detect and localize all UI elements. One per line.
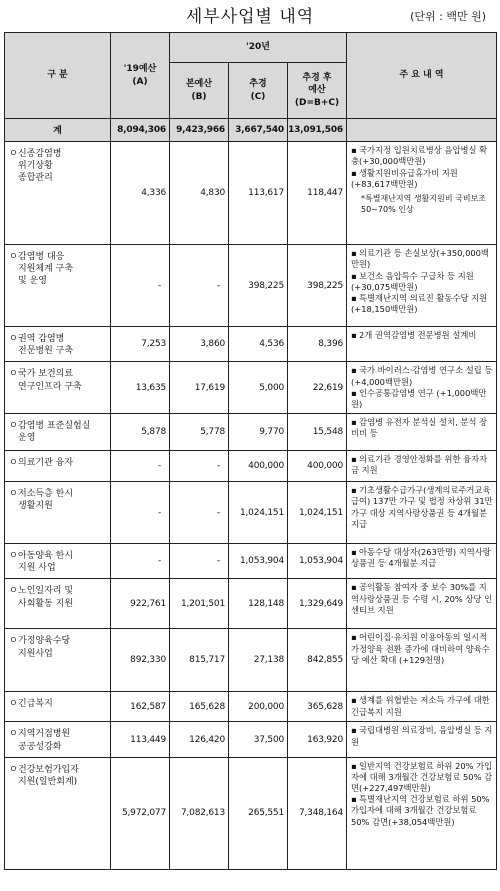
row-name: 가정양육수당 지원사업 xyxy=(18,636,71,659)
row-main-budget: - xyxy=(170,451,229,482)
row-supplementary: 37,500 xyxy=(229,722,288,757)
row-supplementary: 27,138 xyxy=(229,629,288,692)
remark-mark: ▪ xyxy=(351,145,357,156)
remark-mark: ▪ xyxy=(351,270,357,281)
remark-mark: ▪ xyxy=(351,632,357,643)
row-budget19: - xyxy=(111,451,170,482)
row-bullet: ㅇ xyxy=(9,149,18,160)
row-bullet: ㅇ xyxy=(9,729,18,740)
remark-item xyxy=(351,388,493,410)
row-supplementary: 1,024,151 xyxy=(229,482,288,544)
budget-table xyxy=(4,32,497,870)
row-name: 긴급복지 xyxy=(18,699,53,710)
remark-text: 국립대병원 의료장비, 음압병실 등 지원 xyxy=(351,725,493,747)
row-supplementary: 400,000 xyxy=(229,451,288,482)
remark-text: 아동수당 대상자(263만명) 지역사랑상품권 등 4개월분 지급 xyxy=(351,547,491,569)
remark-mark: ▪ xyxy=(351,794,357,805)
row-bullet: ㅇ xyxy=(9,458,18,469)
unit-label: (단위 : 백만 원) xyxy=(410,10,486,23)
remark-mark: ▪ xyxy=(351,292,357,303)
row-supplementary: 128,148 xyxy=(229,579,288,629)
row-bullet: ㅇ xyxy=(9,699,18,710)
row-main-budget: - xyxy=(170,245,229,327)
remark-mark: ▪ xyxy=(351,365,357,376)
row-bullet: ㅇ xyxy=(9,764,18,775)
row-bullet: ㅇ xyxy=(9,369,18,380)
row-name: 지역거점병원 공공성강화 xyxy=(18,729,71,752)
remark-text: 의료기관 등 손실보상(+350,000백만원) xyxy=(351,248,489,270)
row-supplementary: 5,000 xyxy=(229,362,288,414)
remark-text: 생활지원비유급휴가비 지원(+83,617백만원) xyxy=(351,167,458,189)
remark-mark: ▪ xyxy=(351,547,357,558)
row-budget19: 7,253 xyxy=(111,327,170,362)
row-after-supp: 15,548 xyxy=(288,414,347,451)
remark-mark: ▪ xyxy=(351,760,357,771)
table-row xyxy=(5,482,497,544)
remark-item xyxy=(351,794,493,828)
row-category xyxy=(5,579,111,629)
remark-item xyxy=(351,248,493,270)
row-remarks xyxy=(347,414,497,451)
row-supplementary: 265,551 xyxy=(229,757,288,869)
row-name: 의료기관 융자 xyxy=(18,458,74,469)
row-supplementary: 200,000 xyxy=(229,692,288,722)
row-bullet: ㅇ xyxy=(9,252,18,263)
row-name: 권역 감염병 전문병원 구축 xyxy=(18,334,74,357)
row-main-budget: 126,420 xyxy=(170,722,229,757)
remark-text: 생계를 위협받는 저소득 가구에 대한 긴급복지 지원 xyxy=(351,695,490,717)
table-row xyxy=(5,629,497,692)
row-bullet: ㅇ xyxy=(9,586,18,597)
remark-text: 국가지정 입원치료병상 음압병실 확충(+30,000백만원) xyxy=(351,145,488,167)
row-remarks xyxy=(347,544,497,579)
remark-item xyxy=(351,695,493,717)
remark-item xyxy=(351,725,493,747)
table-row xyxy=(5,362,497,414)
remark-text: 의료기관 경영안정화를 위한 융자자금 지원 xyxy=(351,454,488,476)
row-after-supp: 22,619 xyxy=(288,362,347,414)
remark-text: 감염병 유전자 분석실 설치, 분석 장비비 등 xyxy=(351,417,488,439)
row-category xyxy=(5,482,111,544)
row-bullet: ㅇ xyxy=(9,421,18,432)
remark-item xyxy=(351,485,493,530)
row-after-supp: 7,348,164 xyxy=(288,757,347,869)
row-main-budget: 3,860 xyxy=(170,327,229,362)
row-remarks xyxy=(347,482,497,544)
remark-mark: ▪ xyxy=(351,248,357,259)
remark-item xyxy=(351,365,493,387)
row-main-budget: 17,619 xyxy=(170,362,229,414)
row-remarks xyxy=(347,245,497,327)
total-supplementary: 3,667,540 xyxy=(229,119,288,142)
row-name: 감염병 대응 지원체계 구축 및 운영 xyxy=(18,252,74,287)
row-bullet: ㅇ xyxy=(9,334,18,345)
row-bullet: ㅇ xyxy=(9,636,18,647)
row-budget19: - xyxy=(111,482,170,544)
remark-mark: ▪ xyxy=(351,582,357,593)
row-name: 저소득층 한시 생활지원 xyxy=(18,489,74,512)
remark-text: 어린이집·유치원 이용아동의 일시적 가정양육 전환 증가에 대비하여 양육수당 예산 확대 (+129천명) xyxy=(351,632,490,665)
remark-item xyxy=(351,761,493,795)
table-row xyxy=(5,245,497,327)
row-supplementary: 4,536 xyxy=(229,327,288,362)
remark-text: 특별재난지역 건강보험료 하위 50% 가입자에 대해 3개월간 건강보험료 50% 감면(+38,054백만원) xyxy=(351,794,490,827)
row-budget19: - xyxy=(111,245,170,327)
row-category xyxy=(5,414,111,451)
header-supplementary: 추경 (C) xyxy=(229,63,288,119)
row-remarks xyxy=(347,579,497,629)
remark-item xyxy=(351,454,493,476)
remark-mark: ▪ xyxy=(351,725,357,736)
total-label: 계 xyxy=(5,119,111,142)
total-after-supplementary: 13,091,506 xyxy=(288,119,347,142)
table-row xyxy=(5,414,497,451)
remark-mark: ▪ xyxy=(351,454,357,465)
row-name: 국가 보건의료 연구인프라 구축 xyxy=(18,369,82,392)
table-row xyxy=(5,579,497,629)
row-remarks xyxy=(347,629,497,692)
table-row xyxy=(5,757,497,869)
header-budget19: '19예산 (A) xyxy=(111,33,170,119)
row-bullet: ㅇ xyxy=(9,489,18,500)
remark-text: 국가 바이러스·감염병 연구소 설립 등 (+4,000백만원) xyxy=(351,365,493,387)
remark-item xyxy=(351,168,493,190)
remark-text: 특별재난지역 생활지원비 국비보조 50~70% 인상 xyxy=(361,193,487,214)
row-budget19: 4,336 xyxy=(111,142,170,245)
remark-item xyxy=(351,293,493,315)
table-row xyxy=(5,451,497,482)
remark-item xyxy=(351,330,493,341)
remark-text: 인수공통감염병 연구 (+1,000백만원) xyxy=(351,387,487,409)
row-main-budget: 7,082,613 xyxy=(170,757,229,869)
row-main-budget: 1,201,501 xyxy=(170,579,229,629)
page-title: 세부사업별 내역 xyxy=(185,7,315,27)
row-budget19: - xyxy=(111,544,170,579)
remark-mark: ▪ xyxy=(351,485,357,496)
row-name: 감염병 표준실험실 운영 xyxy=(18,421,91,444)
header-after-supplementary: 추경 후 예산 (D=B+C) xyxy=(288,63,347,119)
row-remarks xyxy=(347,722,497,757)
remark-text: 특별재난지역 의료진 활동수당 지원(+18,150백만원) xyxy=(351,292,488,315)
row-category xyxy=(5,451,111,482)
header-year20: '20년 xyxy=(170,33,347,63)
table-row xyxy=(5,142,497,245)
row-supplementary: 9,770 xyxy=(229,414,288,451)
row-name: 건강보험가입자 지원(일반회계) xyxy=(18,764,79,787)
table-row xyxy=(5,544,497,579)
row-name: 신종감염병 위기상황 종합관리 xyxy=(18,149,62,184)
row-main-budget: 815,717 xyxy=(170,629,229,692)
row-budget19: 5,972,077 xyxy=(111,757,170,869)
row-category xyxy=(5,544,111,579)
header-category: 구 분 xyxy=(5,33,111,119)
row-category xyxy=(5,327,111,362)
remark-mark: ▪ xyxy=(351,417,357,428)
row-main-budget: - xyxy=(170,544,229,579)
row-main-budget: 5,778 xyxy=(170,414,229,451)
row-remarks xyxy=(347,327,497,362)
row-supplementary: 113,617 xyxy=(229,142,288,245)
row-main-budget: 4,830 xyxy=(170,142,229,245)
remark-item xyxy=(351,547,493,569)
header-main-budget: 본예산 (B) xyxy=(170,63,229,119)
row-budget19: 5,878 xyxy=(111,414,170,451)
row-category xyxy=(5,362,111,414)
remark-text: 기초생활수급가구(생계의료주거교육급여) 137만 가구 및 법정 차상위 31만 가구 대상 지역사랑상품권 등 4개월분 지급 xyxy=(351,485,493,529)
row-name: 노인일자리 및 사회활동 지원 xyxy=(18,586,74,609)
row-category xyxy=(5,142,111,245)
row-category xyxy=(5,629,111,692)
row-budget19: 892,330 xyxy=(111,629,170,692)
table-row xyxy=(5,327,497,362)
row-after-supp: 1,053,904 xyxy=(288,544,347,579)
remark-mark: ▪ xyxy=(351,387,357,398)
row-remarks xyxy=(347,757,497,869)
remark-mark: ▪ xyxy=(351,330,357,341)
row-after-supp: 1,329,649 xyxy=(288,579,347,629)
remark-mark: ▪ xyxy=(351,695,357,706)
row-name: 아동양육 한시 지원 사업 xyxy=(18,551,74,574)
header-main-contents: 주 요 내 역 xyxy=(347,33,497,119)
remark-item xyxy=(351,632,493,666)
row-after-supp: 400,000 xyxy=(288,451,347,482)
row-remarks xyxy=(347,362,497,414)
row-remarks xyxy=(347,692,497,722)
remark-text: 일반지역 건강보험료 하위 20% 가입자에 대해 3개월간 건강보험료 50% 감면(+227,497백만원) xyxy=(351,760,493,794)
total-remarks xyxy=(347,119,497,142)
row-budget19: 113,449 xyxy=(111,722,170,757)
row-bullet: ㅇ xyxy=(9,551,18,562)
row-budget19: 13,635 xyxy=(111,362,170,414)
row-after-supp: 163,920 xyxy=(288,722,347,757)
row-main-budget: - xyxy=(170,482,229,544)
table-row xyxy=(5,722,497,757)
row-after-supp: 842,855 xyxy=(288,629,347,692)
row-supplementary: 1,053,904 xyxy=(229,544,288,579)
remark-mark: ▪ xyxy=(351,167,357,178)
row-budget19: 162,587 xyxy=(111,692,170,722)
row-supplementary: 398,225 xyxy=(229,245,288,327)
remark-text: 공익활동 참여자 중 보수 30%를 지역사랑상품권 등 수령 시, 20% 상당 인센티브 지원 xyxy=(351,582,493,615)
remark-text: 2개 권역감염병 전문병원 설계비 xyxy=(359,330,477,341)
total-row xyxy=(5,119,497,142)
row-main-budget: 165,628 xyxy=(170,692,229,722)
row-category xyxy=(5,692,111,722)
row-after-supp: 8,396 xyxy=(288,327,347,362)
total-budget19: 8,094,306 xyxy=(111,119,170,142)
remark-item xyxy=(351,194,493,216)
row-budget19: 922,761 xyxy=(111,579,170,629)
row-after-supp: 118,447 xyxy=(288,142,347,245)
remark-item xyxy=(351,582,493,616)
row-category xyxy=(5,757,111,869)
remark-item xyxy=(351,271,493,293)
row-after-supp: 1,024,151 xyxy=(288,482,347,544)
row-after-supp: 365,628 xyxy=(288,692,347,722)
row-remarks xyxy=(347,451,497,482)
row-category xyxy=(5,245,111,327)
remark-item xyxy=(351,417,493,439)
remark-mark: * xyxy=(361,193,365,203)
total-main-budget: 9,423,966 xyxy=(170,119,229,142)
remark-text: 보건소 음압특수 구급차 등 지원(+30,075백만원) xyxy=(351,270,474,292)
row-after-supp: 398,225 xyxy=(288,245,347,327)
remark-item xyxy=(351,145,493,167)
table-row xyxy=(5,692,497,722)
row-category xyxy=(5,722,111,757)
row-remarks xyxy=(347,142,497,245)
